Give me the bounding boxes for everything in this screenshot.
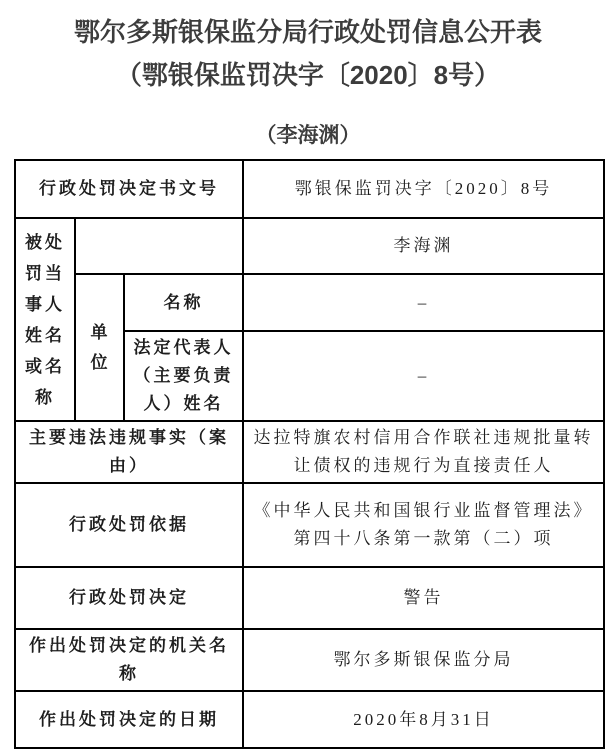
doc-number-value: 鄂银保监罚决字〔2020〕8号 (243, 160, 604, 218)
table-row (15, 691, 604, 748)
penalty-table (14, 159, 605, 749)
decision-value: 警告 (243, 567, 604, 629)
page-title-line1: 鄂尔多斯银保监分局行政处罚信息公开表 (73, 17, 542, 47)
unit-header (75, 274, 124, 421)
basis-value: 《中华人民共和国银行业监督管理法》第四十八条第一款第（二）项 (243, 483, 604, 567)
party-person-value: 李海渊 (243, 218, 604, 274)
date-value: 2020年8月31日 (243, 691, 604, 748)
facts-value: 达拉特旗农村信用合作联社违规批量转让债权的违规行为直接责任人 (243, 421, 604, 483)
party-group-header-text: 被处罚当事人姓名或名称 (25, 232, 65, 407)
doc-number-label: 行政处罚决定书文号 (15, 160, 243, 218)
legal-rep-value: – (243, 331, 604, 421)
unit-name-value: – (243, 274, 604, 331)
page-title-line2: （鄂银保监罚决字〔2020〕8号） (115, 60, 501, 90)
party-group-header (15, 218, 75, 421)
facts-label: 主要违法违规事实（案由） (15, 421, 243, 483)
party-empty-cell (75, 218, 243, 274)
table-row (15, 421, 604, 483)
page-title (0, 0, 616, 97)
table-row (15, 160, 604, 218)
authority-label: 作出处罚决定的机关名称 (15, 629, 243, 691)
table-row (15, 629, 604, 691)
unit-name-label: 名称 (124, 274, 243, 331)
basis-label: 行政处罚依据 (15, 483, 243, 567)
table-row (15, 274, 604, 331)
table-row (15, 218, 604, 274)
authority-value: 鄂尔多斯银保监分局 (243, 629, 604, 691)
decision-label: 行政处罚决定 (15, 567, 243, 629)
unit-header-text: 单位 (90, 322, 111, 372)
person-subtitle: （李海渊） (255, 124, 361, 147)
table-row (15, 483, 604, 567)
table-row (15, 567, 604, 629)
date-label: 作出处罚决定的日期 (15, 691, 243, 748)
legal-rep-label: 法定代表人（主要负责人）姓名 (124, 331, 243, 421)
